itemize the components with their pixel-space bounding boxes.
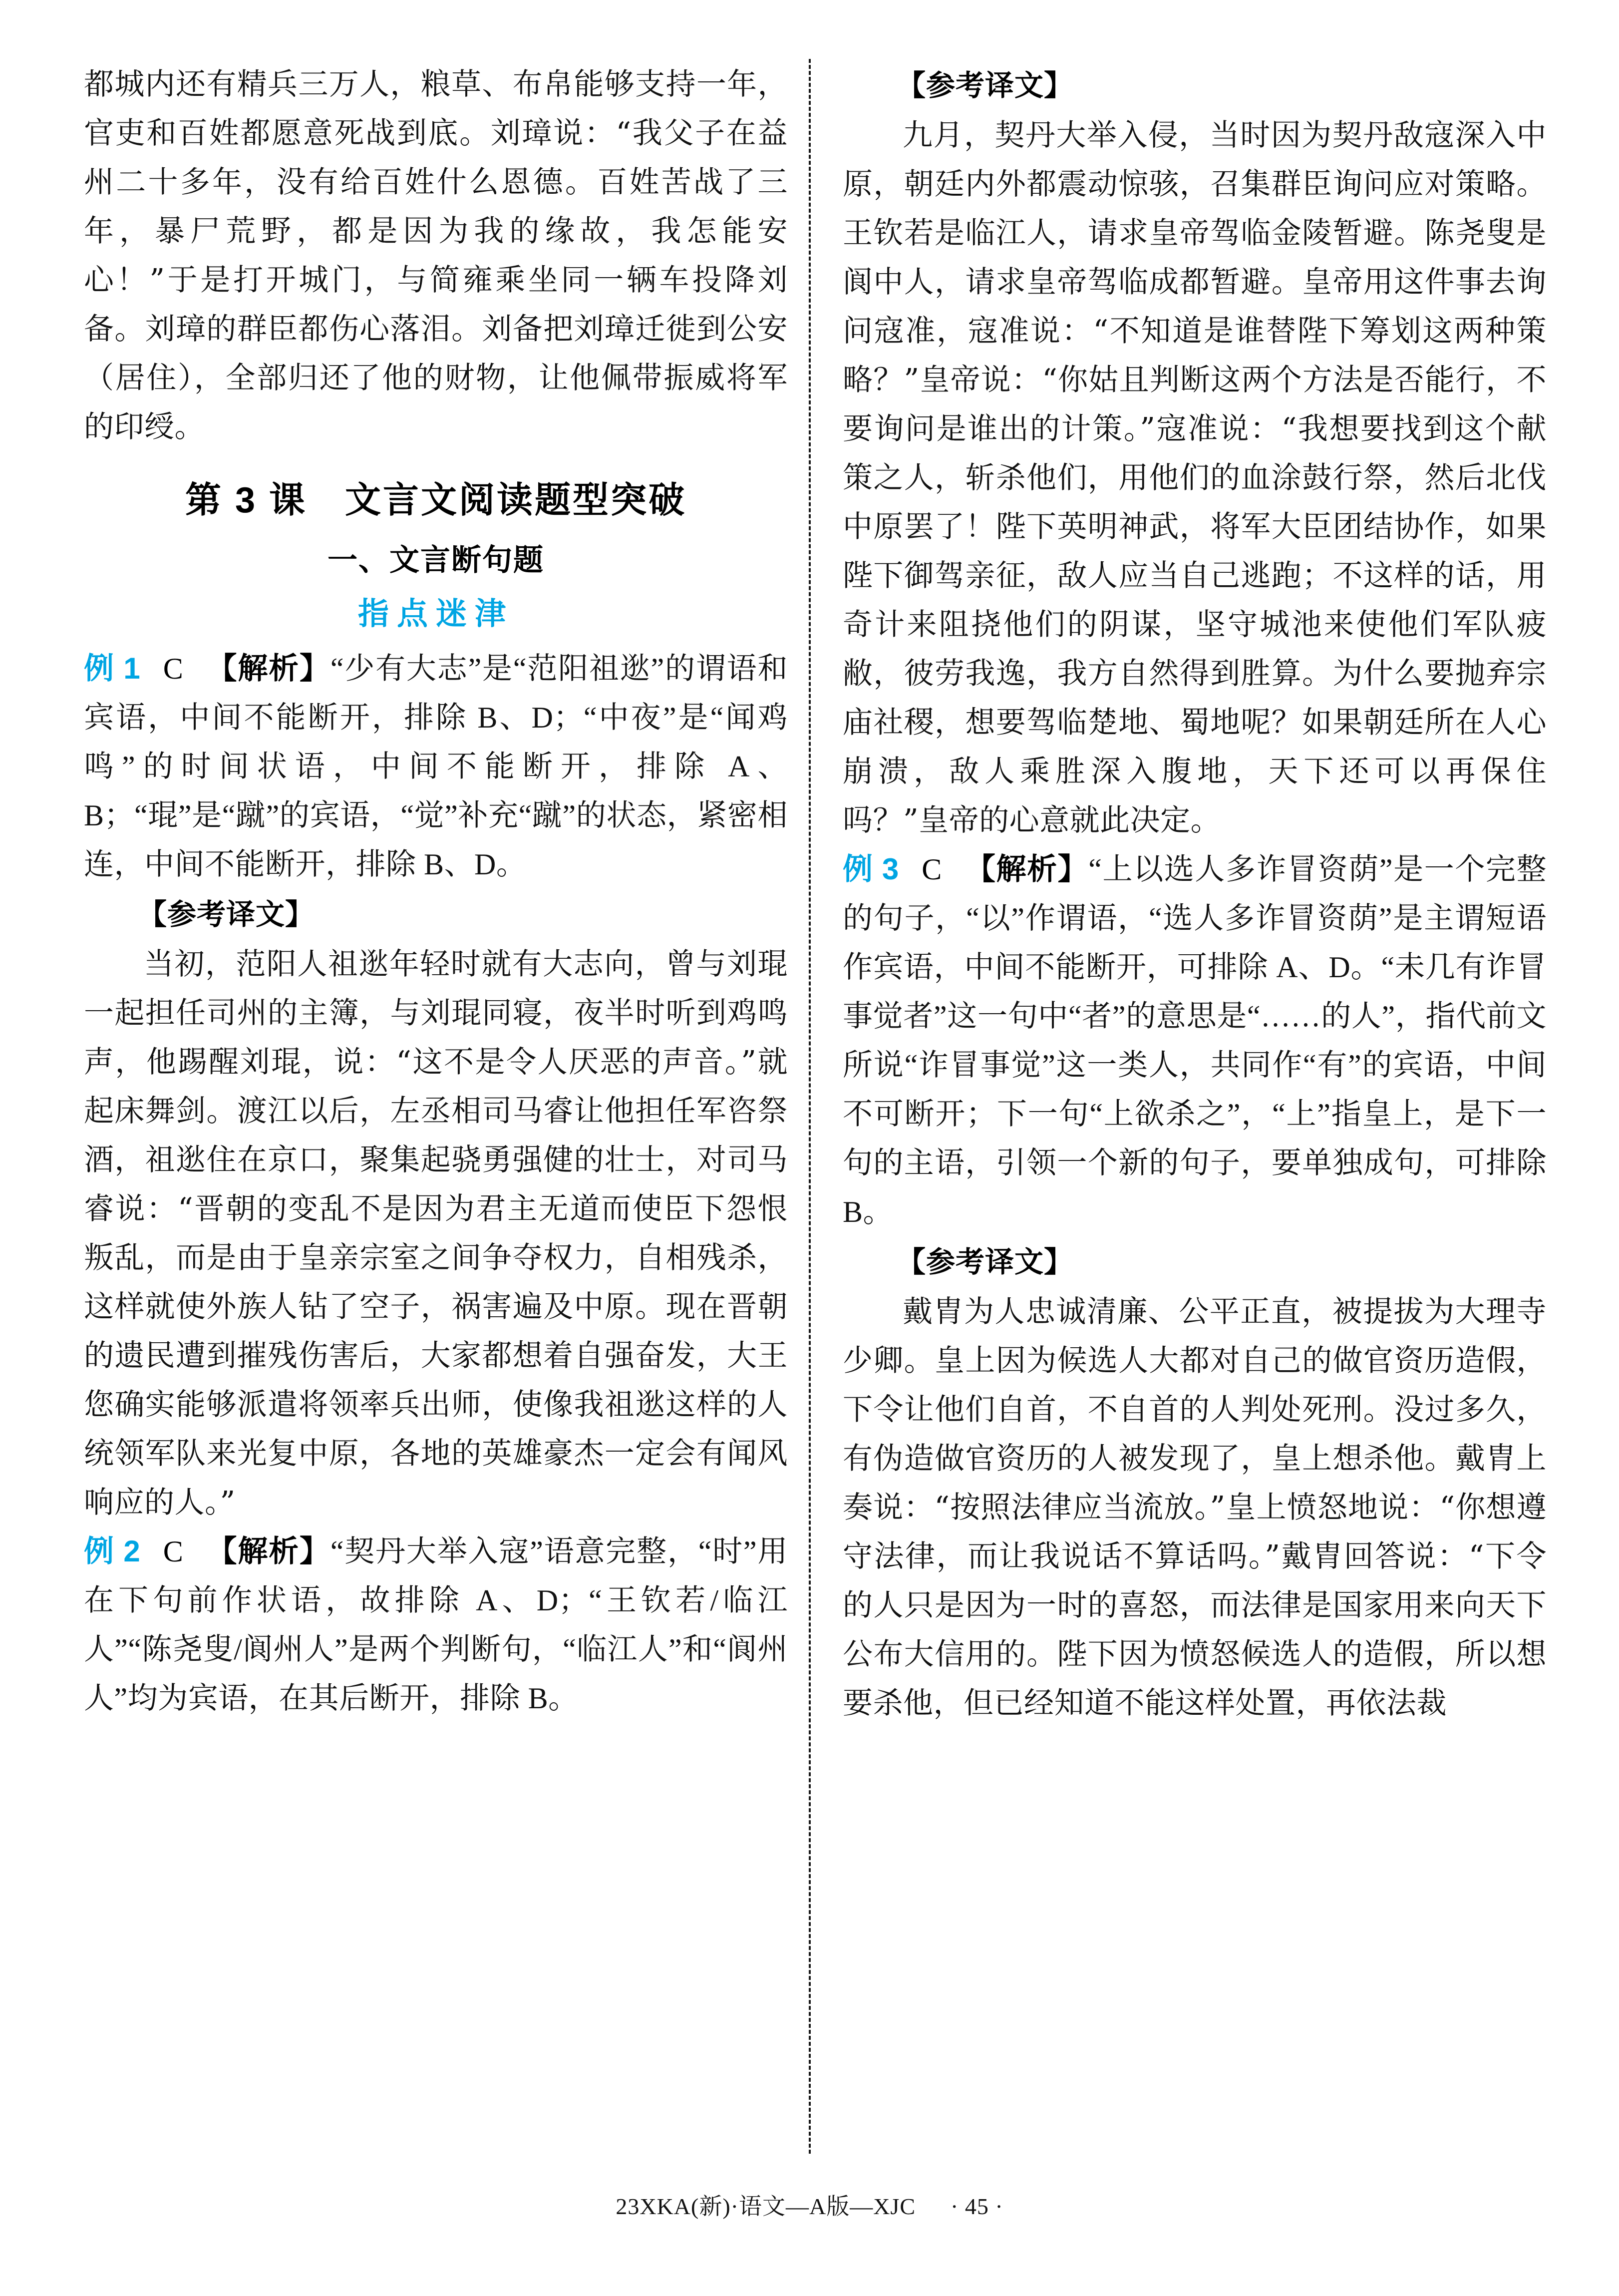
example-1-label: 例 1 <box>84 652 140 685</box>
example-2-jiexi-tag: 【解析】 <box>206 1534 330 1568</box>
guidance-banner: 指点迷津 <box>357 597 514 631</box>
example-2-answer: C <box>163 1535 184 1568</box>
continued-translation-paragraph: 都城内还有精兵三万人，粮草、布帛能够支持一年，官吏和百姓都愿意死战到底。刘璋说：“我父子在益州二十多年，没有给百姓什么恩德。百姓苦战了三年，暴尸荒野，都是因为我的缘故，我怎能安心！”于是打开城门，与简雍乘坐同一辆车投降刘备。刘璋的群臣都伤心落泪。刘备把刘璋迁徙到公安（居住），全部归还了他的财物，让他佩带振威将军的印绶。 <box>84 67 788 444</box>
right-column <box>843 60 1547 1728</box>
lesson-title: 第 3 课 文言文阅读题型突破 <box>185 480 687 520</box>
footer-content <box>616 2188 1003 2221</box>
example-3-analysis-text: “上以选人多诈冒资荫”是一个完整的句子，“以”作谓语，“选人多诈冒资荫”是主谓短语作宾语，中间不能断开，可排除 A、D。“未几有诈冒事觉者”这一句中“者”的意思是“……的人”，指代前文所说“诈冒事觉”这一类人，共同作“有”的宾语，中间不可断开；下一句“上欲杀之”，“上”指皇上，是下一句的主语，引领一个新的句子，要单独成句，可排除 B。 <box>843 853 1547 1228</box>
left-column <box>84 60 788 1723</box>
footer-page-number: · 45 · <box>951 2194 1003 2219</box>
column-divider <box>809 59 811 2154</box>
example-2-analysis-paragraph <box>84 1527 788 1723</box>
example-1-jiexi-tag: 【解析】 <box>206 652 330 685</box>
example-3-answer: C <box>922 853 942 886</box>
section-title: 一、文言断句题 <box>327 543 544 577</box>
example-1-reference-translation: 当初，范阳人祖逖年轻时就有大志向，曾与刘琨一起担任司州的主簿，与刘琨同寝，夜半时听到鸡鸣声，他踢醒刘琨，说：“这不是令人厌恶的声音。”就起床舞剑。渡江以后，左丞相司马睿让他担任军咨祭酒，祖逖住在京口，聚集起骁勇强健的壮士，对司马睿说：“晋朝的变乱不是因为君主无道而使臣下怨恨叛乱，而是由于皇亲宗室之间争夺权力，自相残杀，这样就使外族人钻了空子，祸害遍及中原。现在晋朝的遗民遭到摧残伤害后，大家都想着自强奋发，大王您确实能够派遣将领率兵出师，使像我祖逖这样的人统领军队来光复中原，各地的英雄豪杰一定会有闻风响应的人。” <box>84 947 788 1520</box>
example-3-reference-translation: 戴胄为人忠诚清廉、公平正直，被提拔为大理寺少卿。皇上因为候选人大都对自己的做官资历造假，下令让他们自首，不自首的人判处死刑。没过多久，有伪造做官资历的人被发现了，皇上想杀他。戴胄上奏说：“按照法律应当流放。”皇上愤怒地说：“你想遵守法律，而让我说话不算话吗。”戴胄回答说：“下令的人只是因为一时的喜怒，而法律是国家用来向天下公布大信用的。陛下因为愤怒候选人的造假，所以想要杀他，但已经知道不能这样处置，再依法裁 <box>843 1294 1547 1721</box>
example-1-analysis-text: “少有大志”是“范阳祖逖”的谓语和宾语，中间不能断开，排除 B、D；“中夜”是“闻鸡鸣”的时间状语，中间不能断开，排除 A、B；“琨”是“蹴”的宾语，“觉”补充“蹴”的状态，紧密相连，中间不能断开，排除 B、D。 <box>84 652 788 881</box>
example-1-analysis-paragraph <box>84 644 788 889</box>
example-2-label: 例 2 <box>84 1534 140 1568</box>
example-3-label: 例 3 <box>843 852 899 886</box>
example-3-analysis-paragraph <box>843 845 1547 1236</box>
example-2-reference-translation: 九月，契丹大举入侵，当时因为契丹敌寇深入中原，朝廷内外都震动惊骇，召集群臣询问应对策略。王钦若是临江人，请求皇帝驾临金陵暂避。陈尧叟是阆中人，请求皇帝驾临成都暂避。皇帝用这件事去询问寇准，寇准说：“不知道是谁替陛下筹划这两种策略？”皇帝说：“你姑且判断这两个方法是否能行，不要询问是谁出的计策。”寇准说：“我想要找到这个献策之人，斩杀他们，用他们的血涂鼓行祭，然后北伐中原罢了！陛下英明神武，将军大臣团结协作，如果陛下御驾亲征，敌人应当自己逃跑；不这样的话，用奇计来阻挠他们的阴谋，坚守城池来使他们军队疲敝，彼劳我逸，我方自然得到胜算。为什么要抛弃宗庙社稷，想要驾临楚地、蜀地呢？如果朝廷所在人心崩溃，敌人乘胜深入腹地，天下还可以再保住吗？”皇帝的心意就此决定。 <box>843 118 1547 838</box>
page-footer <box>0 2188 1619 2221</box>
example-3-jiexi-tag: 【解析】 <box>965 852 1089 886</box>
example-3-reference-translation-heading: 【参考译文】 <box>897 1246 1074 1278</box>
footer-book-code: 23XKA(新)·语文—A版—XJC <box>616 2194 916 2219</box>
example-2-reference-translation-heading: 【参考译文】 <box>897 69 1074 102</box>
example-1-reference-translation-heading: 【参考译文】 <box>138 898 315 931</box>
example-2-analysis-text: “契丹大举入寇”语意完整，“时”用在下句前作状语，故排除 A、D；“王钦若/临江人”“陈尧叟/阆州人”是两个判断句，“临江人”和“阆州人”均为宾语，在其后断开，排除 B。 <box>84 1535 788 1715</box>
example-1-answer: C <box>163 652 184 685</box>
